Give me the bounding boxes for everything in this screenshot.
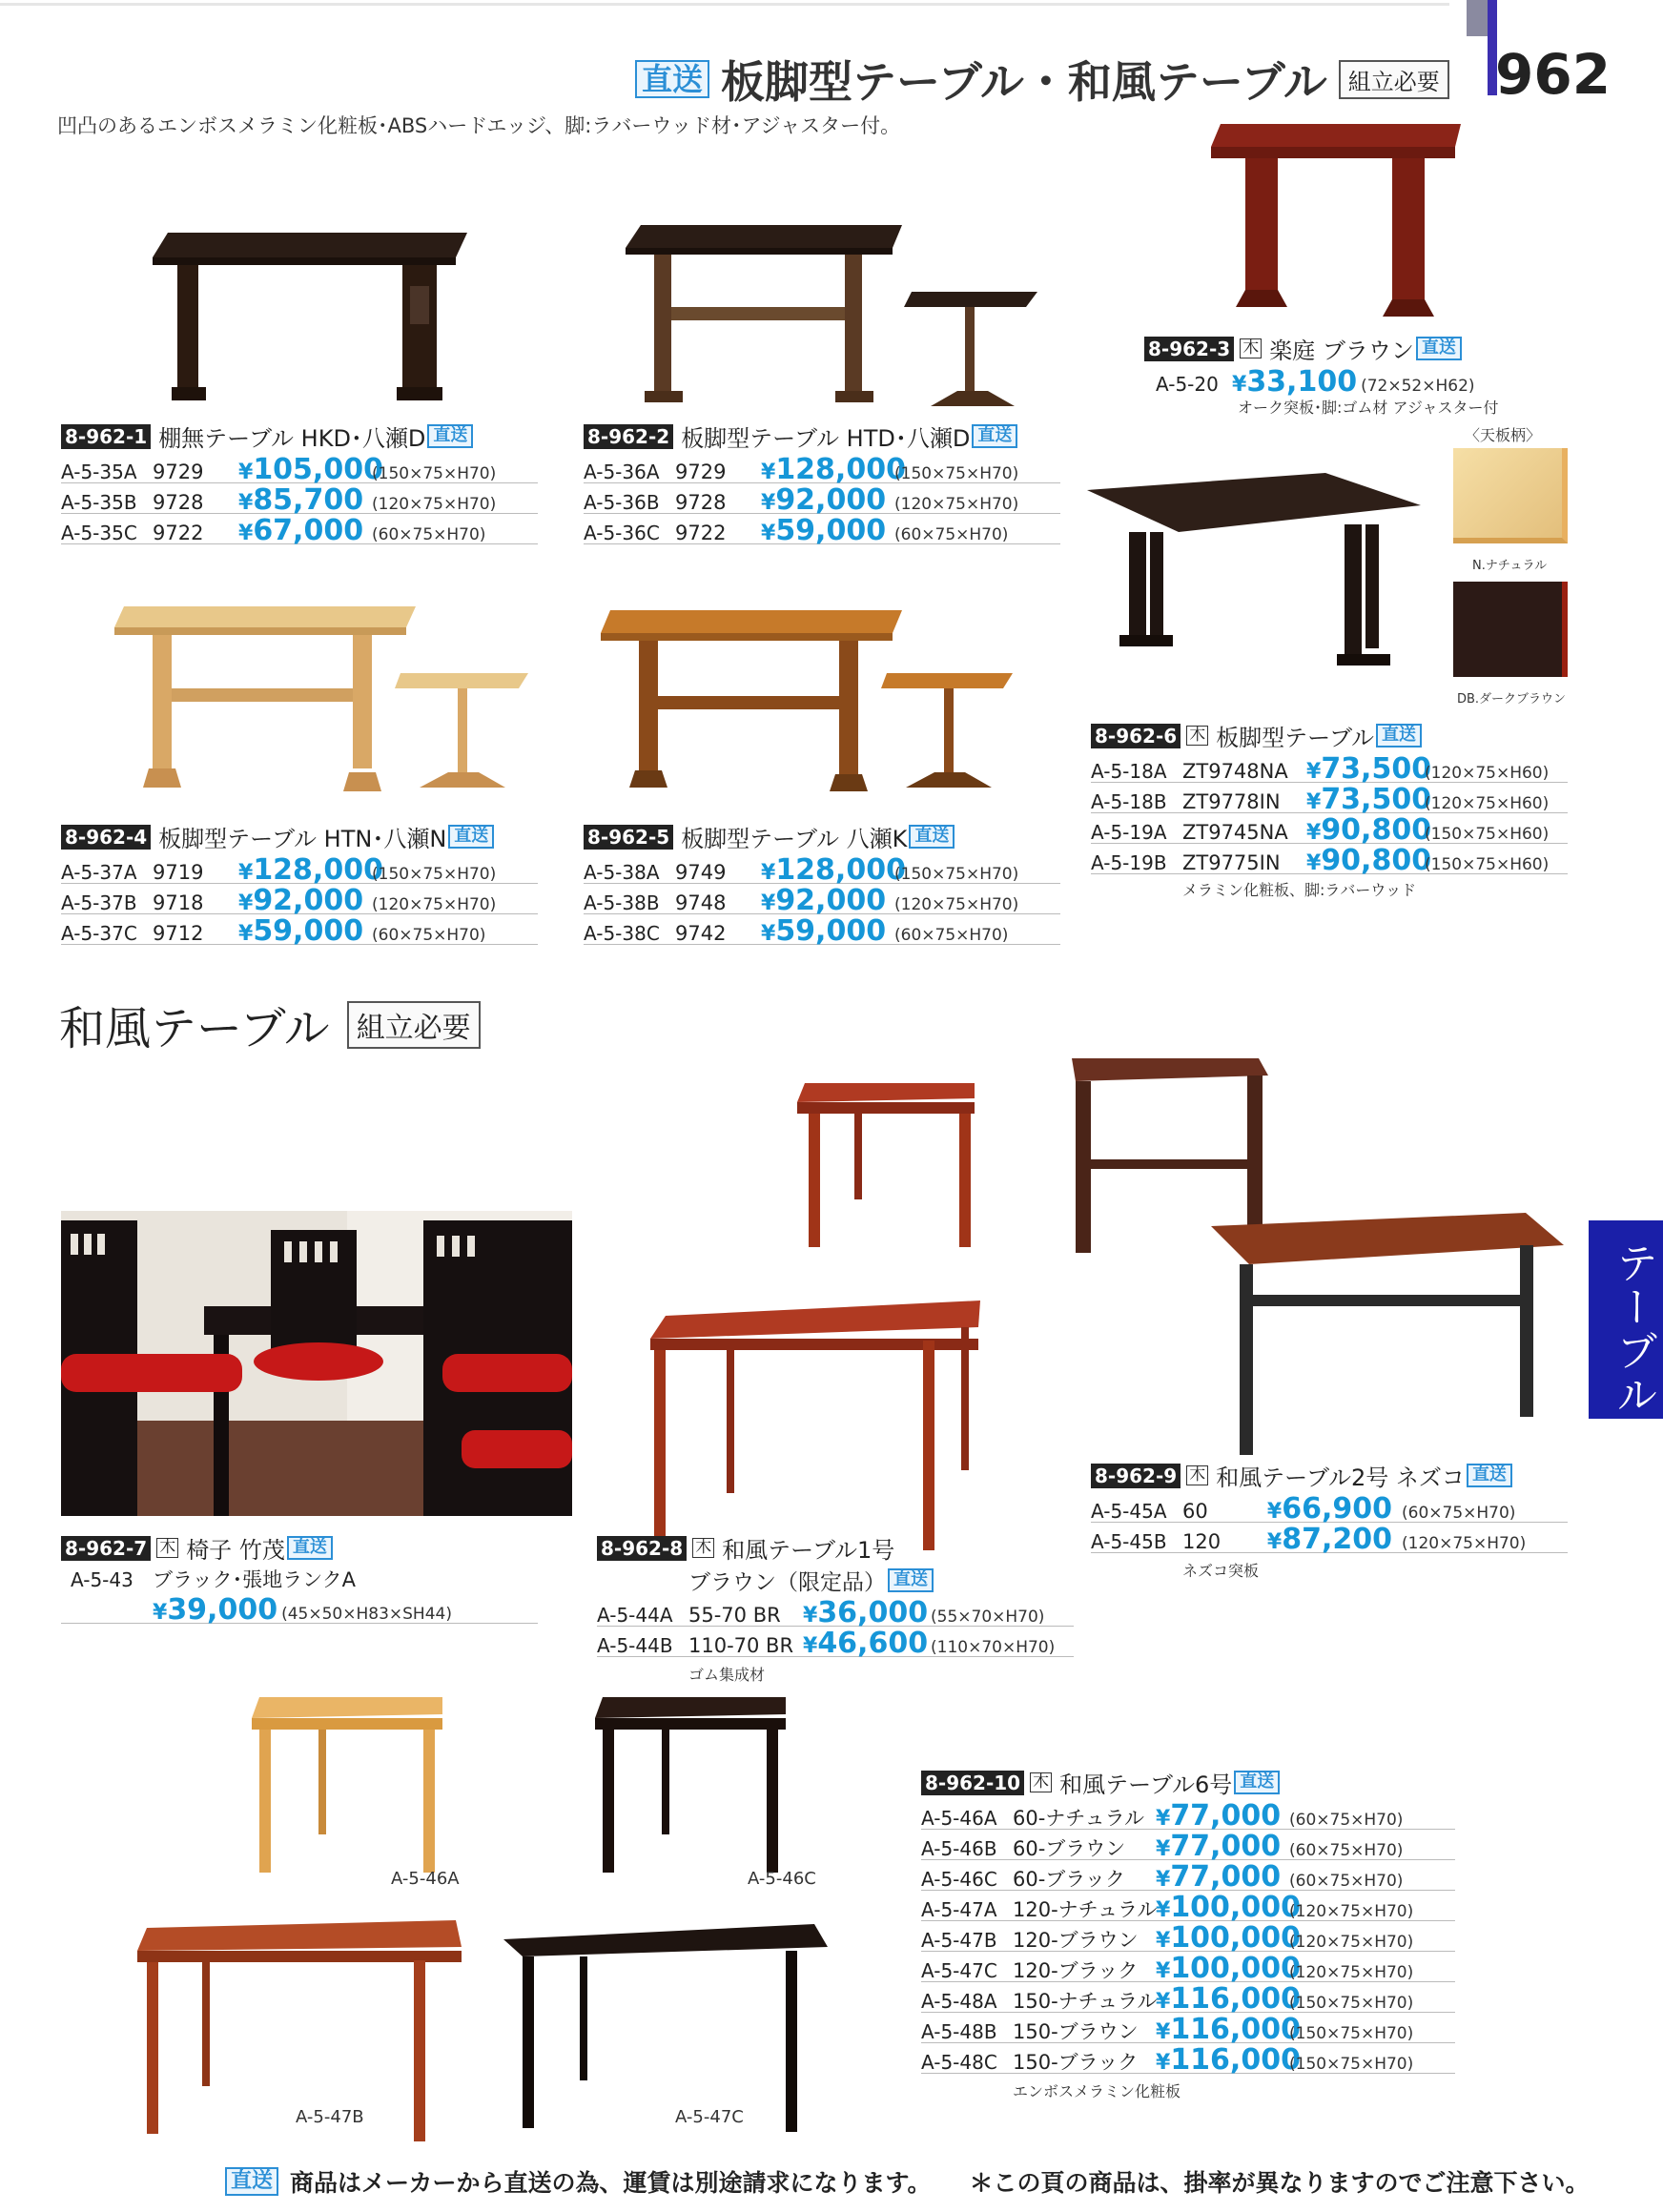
price-row: [584, 514, 1060, 547]
material-wood-mark: 木: [156, 1538, 178, 1558]
product-image-wafu-6-46a: [252, 1693, 452, 1884]
model: 9748: [675, 891, 727, 914]
price: ¥77,000: [1156, 1799, 1282, 1833]
sku: A-5-38A: [584, 861, 660, 884]
direct-ship-tag: 直送: [1416, 337, 1462, 360]
top-rule: [0, 3, 1449, 6]
model: 9728: [675, 491, 727, 514]
model: 60-ブラウン: [1013, 1837, 1126, 1860]
product-image-wafu-6-46c: [595, 1693, 795, 1884]
product-name: 棚無テーブル HKD･八瀬D: [158, 425, 426, 452]
size: (150×75×H70): [372, 464, 497, 483]
price: ¥87,200: [1266, 1523, 1392, 1556]
price: ¥90,800: [1306, 844, 1432, 877]
product-code: 8-962-9: [1091, 1464, 1181, 1488]
page-subtitle: 凹凸のあるエンボスメラミン化粧板･ABSハードエッジ、脚:ラバーウッド材･アジャスター付。: [57, 114, 901, 137]
size: (150×75×H60): [1425, 825, 1550, 844]
price: ¥128,000: [761, 853, 906, 887]
sku: A-5-46B: [921, 1837, 997, 1860]
price: ¥116,000: [1156, 2013, 1301, 2046]
product-header: [61, 820, 538, 853]
side-tab-tables[interactable]: テーブル: [1589, 1220, 1663, 1419]
price: ¥116,000: [1156, 2043, 1301, 2077]
size: (60×75×H70): [1402, 1504, 1516, 1523]
model: 150-ブラウン: [1013, 2020, 1139, 2043]
size: (120×75×H70): [372, 495, 497, 514]
sku: A-5-45B: [1091, 1530, 1167, 1553]
product-block-8-962-3: [1144, 332, 1526, 418]
swatch-natural-label: N.ナチュラル: [1472, 559, 1548, 573]
price-row: [1144, 365, 1526, 399]
image-caption-47c: A-5-47C: [675, 2107, 744, 2127]
product-block-8-962-10: [921, 1766, 1455, 2101]
model: 55-70 BR: [688, 1604, 781, 1627]
sku: A-5-36B: [584, 491, 660, 514]
swatch-dark-brown: [1453, 582, 1568, 677]
direct-ship-tag: 直送: [972, 424, 1017, 448]
sku: A-5-35B: [61, 491, 137, 514]
sku: A-5-18A: [1091, 760, 1167, 783]
direct-ship-tag: 直送: [287, 1536, 333, 1560]
model: 9729: [153, 461, 204, 483]
section-title-text: 和風テーブル: [59, 1002, 330, 1055]
price-row: [61, 1593, 538, 1627]
price-row: [921, 1952, 1455, 1985]
assembly-required-tag: 組立必要: [347, 1001, 481, 1049]
top-pattern-label: 〈天板柄〉: [1465, 426, 1542, 444]
size: (60×75×H70): [894, 525, 1009, 544]
sku: A-5-36A: [584, 461, 660, 483]
price-row: [597, 1596, 1074, 1627]
swatch-natural: [1453, 448, 1568, 543]
direct-ship-tag: 直送: [225, 2167, 278, 2195]
price-row: [921, 1860, 1455, 1894]
price-row: [1091, 1523, 1568, 1556]
product-name: 椅子 竹茂: [186, 1537, 285, 1564]
direct-ship-tag: 直送: [1234, 1771, 1280, 1794]
product-image-yase-k-table: [601, 601, 1020, 801]
direct-ship-tag: 直送: [909, 825, 955, 849]
price: ¥100,000: [1156, 1921, 1301, 1955]
sku: A-5-18B: [1091, 790, 1167, 813]
product-code: 8-962-3: [1144, 337, 1234, 361]
product-code: 8-962-5: [584, 825, 673, 850]
sku: A-5-43: [71, 1568, 133, 1591]
price-row: [1091, 1492, 1568, 1526]
size: (150×75×H60): [1425, 855, 1550, 874]
price: ¥59,000: [238, 914, 364, 948]
sku: A-5-47A: [921, 1898, 997, 1921]
sku: A-5-37A: [61, 861, 137, 884]
model: 9722: [153, 522, 204, 544]
title-text: 板脚型テーブル・和風テーブル: [721, 56, 1327, 108]
model: 9712: [153, 922, 204, 945]
product-block-8-962-9: [1091, 1459, 1568, 1581]
product-image-itakyaku-table: [1087, 467, 1440, 686]
model: 9719: [153, 861, 204, 884]
product-name: 板脚型テーブル 八瀬K: [681, 826, 908, 852]
price-row: [1091, 813, 1568, 847]
direct-ship-tag: 直送: [1376, 724, 1422, 748]
price-row: [921, 1921, 1455, 1955]
price-row: [1091, 752, 1568, 786]
product-code: 8-962-8: [597, 1536, 687, 1561]
size: (60×75×H70): [894, 926, 1009, 945]
sku: A-5-20: [1156, 373, 1219, 396]
product-code: 8-962-4: [61, 825, 151, 850]
size: (60×75×H70): [1289, 1872, 1404, 1891]
model: ZT9775IN: [1182, 851, 1281, 874]
sku: A-5-37B: [61, 891, 137, 914]
model: 9729: [675, 461, 727, 483]
price: ¥90,800: [1306, 813, 1432, 847]
sku: A-5-46C: [921, 1868, 997, 1891]
price: ¥92,000: [761, 483, 887, 517]
size: (60×75×H70): [372, 525, 486, 544]
sku: A-5-38C: [584, 922, 660, 945]
sku: A-5-46A: [921, 1807, 997, 1830]
price: ¥77,000: [1156, 1860, 1282, 1894]
product-note: ネズコ突板: [1182, 1562, 1260, 1580]
product-block-8-962-4: [61, 820, 538, 948]
size: (150×75×H70): [1289, 1994, 1414, 2013]
product-note: エンボスメラミン化粧板: [1013, 2082, 1181, 2100]
product-name: 板脚型テーブル: [1216, 725, 1375, 751]
image-caption-47b: A-5-47B: [296, 2107, 364, 2127]
footer: [225, 2164, 1590, 2199]
price: ¥33,100: [1232, 365, 1358, 399]
page-number: 962: [1495, 42, 1612, 107]
size: (120×75×H70): [1289, 1902, 1414, 1921]
model: 120-ブラック: [1013, 1959, 1139, 1982]
section-title: [59, 992, 481, 1057]
model: 9728: [153, 491, 204, 514]
direct-ship-tag: 直送: [448, 825, 494, 849]
material-wood-mark: 木: [692, 1538, 714, 1558]
size: (120×75×H60): [1425, 764, 1550, 783]
price: ¥85,700: [238, 483, 364, 517]
product-image-wafu-1-small: [797, 1077, 988, 1259]
product-note: ゴム集成材: [688, 1666, 766, 1684]
price: ¥92,000: [238, 884, 364, 917]
size: (45×50×H83×SH44): [281, 1605, 452, 1624]
size: (120×75×H70): [1289, 1963, 1414, 1982]
material-wood-mark: 木: [1030, 1772, 1052, 1792]
footer-note: ＊この頁の商品は、掛率が異なりますのでご注意下さい。: [969, 2169, 1590, 2197]
price-row: [584, 853, 1060, 887]
size: (120×75×H70): [372, 895, 497, 914]
price: ¥66,900: [1266, 1492, 1392, 1526]
material-wood-mark: 木: [1186, 1465, 1208, 1485]
price-row: [61, 483, 538, 517]
sku: A-5-44B: [597, 1634, 673, 1657]
product-block-8-962-5: [584, 820, 1060, 948]
price-row: [61, 453, 538, 486]
model: 120-ナチュラル: [1013, 1898, 1158, 1921]
product-header: [597, 1531, 1074, 1565]
page-title: [635, 48, 1449, 111]
sku: A-5-47B: [921, 1929, 997, 1952]
sku: A-5-44A: [597, 1604, 673, 1627]
model: 120-ブラウン: [1013, 1929, 1139, 1952]
material-wood-mark: 木: [1186, 726, 1208, 746]
size: (110×70×H70): [931, 1638, 1056, 1657]
price-row: [1091, 844, 1568, 877]
price: ¥116,000: [1156, 1982, 1301, 2016]
product-header: [61, 420, 538, 453]
price-row: [584, 914, 1060, 948]
sku: A-5-45A: [1091, 1500, 1167, 1523]
model: 150-ブラック: [1013, 2051, 1139, 2074]
price-row: [921, 1982, 1455, 2016]
footer-text: 商品はメーカーから直送の為、運賃は別途請求になります。: [290, 2169, 932, 2197]
sku: A-5-48B: [921, 2020, 997, 2043]
product-image-wafu-1-large: [650, 1297, 984, 1554]
model: ZT9748NA: [1182, 760, 1288, 783]
price: ¥92,000: [761, 884, 887, 917]
price: ¥59,000: [761, 914, 887, 948]
price: ¥128,000: [761, 453, 906, 486]
price-row: [61, 884, 538, 917]
size: (60×75×H70): [1289, 1811, 1404, 1830]
product-image-rakutei-table: [1211, 118, 1468, 328]
size: (60×75×H70): [1289, 1841, 1404, 1860]
product-image-htn-table: [114, 601, 534, 801]
product-image-chair-takeshige: [61, 1211, 572, 1516]
price: ¥100,000: [1156, 1952, 1301, 1985]
direct-ship-tag: 直送: [427, 424, 473, 448]
product-desc-row: [61, 1565, 538, 1593]
price-row: [61, 914, 538, 948]
product-name: 和風テーブル6号: [1059, 1772, 1233, 1798]
product-code: 8-962-7: [61, 1536, 151, 1561]
product-header: [1091, 719, 1568, 752]
model: 120: [1182, 1530, 1222, 1553]
product-header: [61, 1531, 538, 1565]
sku: A-5-19A: [1091, 821, 1167, 844]
sku: A-5-47C: [921, 1959, 997, 1982]
material-wood-mark: 木: [1240, 338, 1262, 358]
product-header: [921, 1766, 1455, 1799]
model: 9749: [675, 861, 727, 884]
assembly-required-tag: 組立必要: [1339, 60, 1449, 99]
model: 60-ブラック: [1013, 1868, 1125, 1891]
size: (120×75×H70): [1402, 1534, 1527, 1553]
direct-ship-tag: 直送: [1467, 1464, 1512, 1487]
product-code: 8-962-1: [61, 424, 151, 449]
price: ¥46,600: [803, 1627, 929, 1660]
price-row: [584, 884, 1060, 917]
price: ¥77,000: [1156, 1830, 1282, 1863]
page-marker-bar: [1467, 0, 1488, 36]
model: 9718: [153, 891, 204, 914]
price: ¥36,000: [803, 1596, 929, 1629]
size: (150×75×H70): [894, 865, 1019, 884]
product-name: 楽庭 ブラウン: [1269, 338, 1414, 364]
product-image-wafu-6-47c: [503, 1918, 837, 2143]
product-code: 8-962-10: [921, 1771, 1024, 1795]
sku: A-5-35A: [61, 461, 137, 483]
size: (72×52×H62): [1361, 377, 1475, 396]
size: (55×70×H70): [931, 1608, 1045, 1627]
sku: A-5-48C: [921, 2051, 997, 2074]
model: 60: [1182, 1500, 1208, 1523]
size: (120×75×H70): [1289, 1933, 1414, 1952]
size: (150×75×H70): [1289, 2024, 1414, 2043]
price-row: [584, 453, 1060, 486]
sku: A-5-48A: [921, 1990, 997, 2013]
size: (150×75×H70): [894, 464, 1019, 483]
product-block-8-962-7: [61, 1531, 538, 1627]
product-code: 8-962-6: [1091, 724, 1181, 748]
sku: A-5-35C: [61, 522, 137, 544]
model: 150-ナチュラル: [1013, 1990, 1158, 2013]
sku: A-5-38B: [584, 891, 660, 914]
price: ¥73,500: [1306, 783, 1432, 816]
image-caption-46a: A-5-46A: [391, 1869, 460, 1889]
sku: A-5-36C: [584, 522, 660, 544]
sku: A-5-37C: [61, 922, 137, 945]
price: ¥59,000: [761, 514, 887, 547]
product-header: [1144, 332, 1526, 365]
product-header: [1091, 1459, 1568, 1492]
product-block-8-962-2: [584, 420, 1060, 547]
product-name: 和風テーブル2号 ネズコ: [1216, 1464, 1465, 1491]
size: (150×75×H70): [372, 865, 497, 884]
price-row: [921, 1891, 1455, 1924]
direct-ship-tag: 直送: [888, 1568, 934, 1592]
product-desc: ブラック･張地ランクA: [153, 1568, 357, 1591]
price-row: [61, 514, 538, 547]
price-row: [921, 2013, 1455, 2046]
product-header: [584, 420, 1060, 453]
product-name: 板脚型テーブル HTN･八瀬N: [158, 826, 447, 852]
product-note: メラミン化粧板、脚:ラバーウッド: [1182, 881, 1417, 899]
model: 9722: [675, 522, 727, 544]
product-name: 和風テーブル1号: [722, 1537, 895, 1564]
product-image-hkd-table: [153, 219, 477, 410]
price-row: [584, 483, 1060, 517]
size: (60×75×H70): [372, 926, 486, 945]
product-note: オーク突板･脚:ゴム材 アジャスター付: [1238, 399, 1499, 417]
price: ¥100,000: [1156, 1891, 1301, 1924]
model: 9742: [675, 922, 727, 945]
price-row: [1091, 783, 1568, 816]
size: (150×75×H70): [1289, 2055, 1414, 2074]
price: ¥39,000: [153, 1593, 278, 1627]
price: ¥128,000: [238, 853, 383, 887]
product-image-htd-table: [626, 219, 1045, 420]
size: (120×75×H70): [894, 895, 1019, 914]
size: (120×75×H60): [1425, 794, 1550, 813]
price-row: [921, 2043, 1455, 2077]
price: ¥105,000: [238, 453, 383, 486]
image-caption-46c: A-5-46C: [748, 1869, 816, 1889]
product-image-wafu-2-large: [1211, 1211, 1573, 1459]
product-block-8-962-1: [61, 420, 538, 547]
price: ¥73,500: [1306, 752, 1432, 786]
model: 60-ナチュラル: [1013, 1807, 1145, 1830]
direct-ship-tag: 直送: [635, 60, 709, 99]
product-header-line2: [597, 1565, 1074, 1596]
product-name: 板脚型テーブル HTD･八瀬D: [681, 425, 971, 452]
price: ¥67,000: [238, 514, 364, 547]
product-name-line2: ブラウン（限定品）: [688, 1570, 886, 1595]
size: (120×75×H70): [894, 495, 1019, 514]
product-header: [584, 820, 1060, 853]
product-block-8-962-8: [597, 1531, 1074, 1685]
sku: A-5-19B: [1091, 851, 1167, 874]
price-row: [61, 853, 538, 887]
model: 110-70 BR: [688, 1634, 794, 1657]
swatch-dark-brown-label: DB.ダークブラウン: [1457, 692, 1567, 707]
price-row: [597, 1627, 1074, 1660]
price-row: [921, 1799, 1455, 1833]
price-row: [921, 1830, 1455, 1863]
model: ZT9778IN: [1182, 790, 1281, 813]
product-block-8-962-6: [1091, 719, 1568, 900]
model: ZT9745NA: [1182, 821, 1288, 844]
product-code: 8-962-2: [584, 424, 673, 449]
